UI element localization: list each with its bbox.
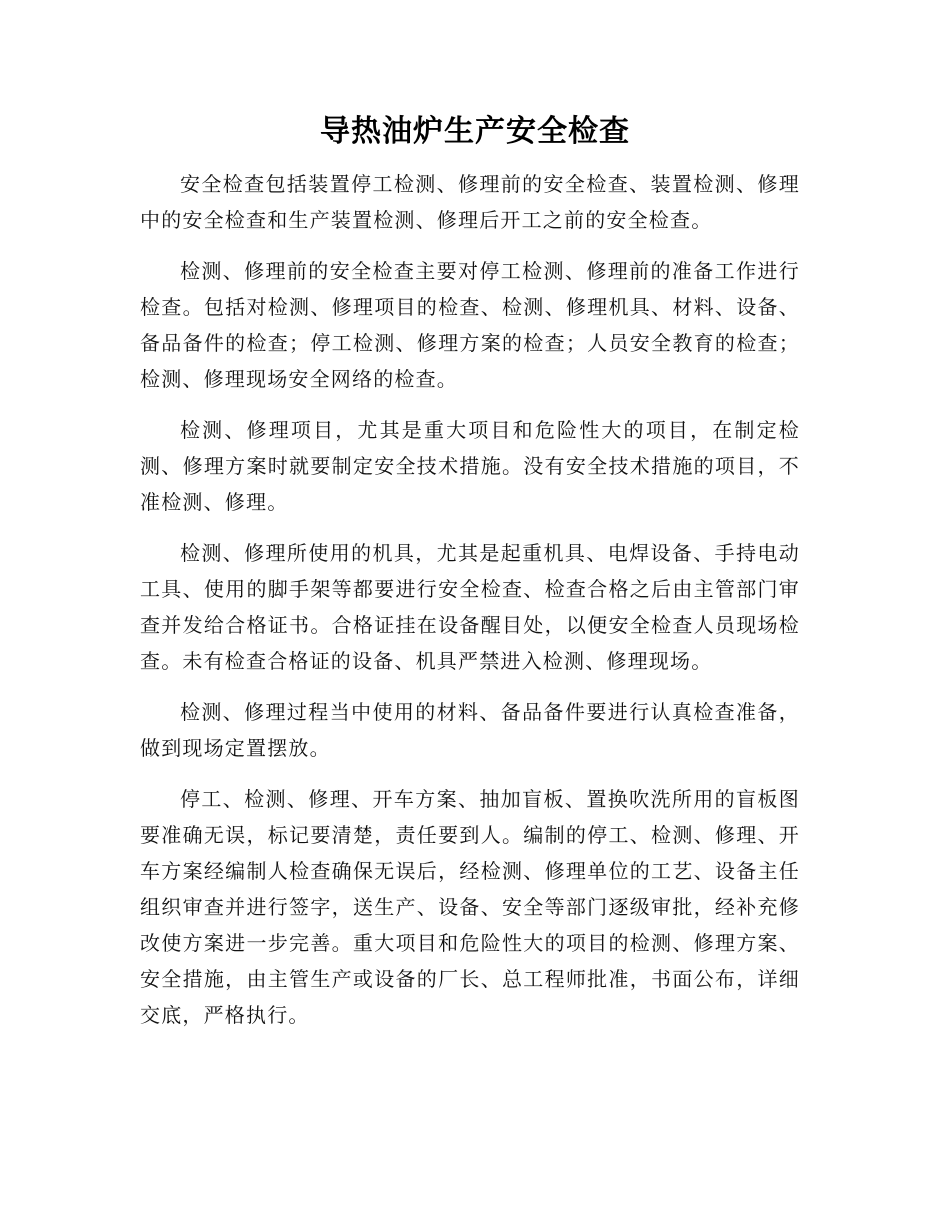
paragraph-6: 停工、检测、修理、开车方案、抽加盲板、置换吹洗所用的盲板图要准确无误，标记要清楚，责任要到人。编制的停工、检测、修理、开车方案经编制人检查确保无误后，经检测、修理单位的工艺、设备主任组织审查并进行签字，送生产、设备、安全等部门逐级审批，经补充修改使方案进一步完善。重大项目和危险性大的项目的检测、修理方案、安全措施，由主管生产或设备的厂长、总工程师批准，书面公布，详细交底，严格执行。 [140,787,800,1027]
paragraph-2: 检测、修理前的安全检查主要对停工检测、修理前的准备工作进行检查。包括对检测、修理项目的检查、检测、修理机具、材料、设备、备品备件的检查；停工检测、修理方案的检查；人员安全教育的检查；检测、修理现场安全网络的检查。 [140,259,800,391]
document-title: 导热油炉生产安全检查 [320,114,630,149]
paragraph-4: 检测、修理所使用的机具，尤其是起重机具、电焊设备、手持电动工具、使用的脚手架等都要进行安全检查、检查合格之后由主管部门审查并发给合格证书。合格证挂在设备醒目处，以便安全检查人员现场检查。未有检查合格证的设备、机具严禁进入检测、修理现场。 [140,541,800,673]
paragraph-5: 检测、修理过程当中使用的材料、备品备件要进行认真检查准备，做到现场定置摆放。 [140,700,800,760]
paragraph-1: 安全检查包括装置停工检测、修理前的安全检查、装置检测、修理中的安全检查和生产装置检测、修理后开工之前的安全检查。 [140,172,800,232]
document-body [140,166,800,1048]
paragraph-3: 检测、修理项目，尤其是重大项目和危险性大的项目，在制定检测、修理方案时就要制定安全技术措施。没有安全技术措施的项目，不准检测、修理。 [140,418,800,514]
